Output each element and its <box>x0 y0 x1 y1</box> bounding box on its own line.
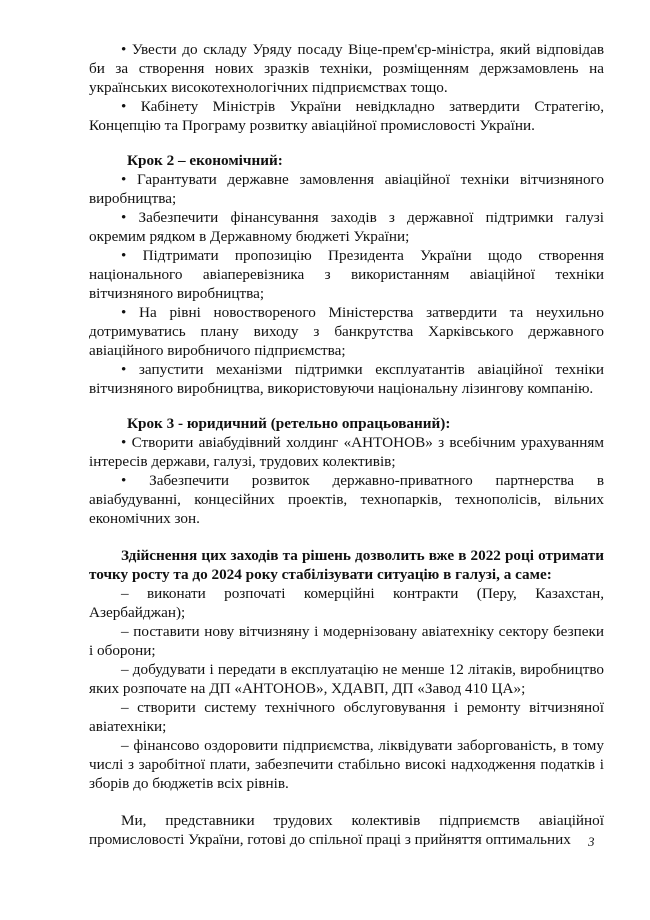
page-number: 3 <box>588 834 595 849</box>
step3-bullet-1: • Створити авіабудівний холдинг «АНТОНОВ» з всебічним урахуванням інтересів держави, галузі, трудових колективів; <box>89 434 604 470</box>
step2-bullet-2: • Забезпечити фінансування заходів з державної підтримки галузі окремим рядком в Державному бюджеті України; <box>89 209 604 245</box>
step2-bullet-1: • Гарантувати державне замовлення авіаційної техніки вітчизняного виробництва; <box>89 171 604 207</box>
intro-bullet-1: • Увести до складу Уряду посаду Віце-прем'єр-міністра, який відповідав би за створення нових зразків техніки, розміщенням держзамовлень на українських високотехнологічних підприємствах тощо. <box>89 41 604 96</box>
outcome-item-1: – виконати розпочаті комерційні контракти (Перу, Казахстан, Азербайджан); <box>89 585 604 621</box>
outcome-item-3: – добудувати і передати в експлуатацію не менше 12 літаків, виробництво яких розпочате на ДП «АНТОНОВ», ХДАВП, ДП «Завод 410 ЦА»; <box>89 661 604 697</box>
step2-heading: Крок 2 – економічний: <box>127 152 283 169</box>
outcome-item-4: – створити систему технічного обслуговування і ремонту вітчизняної авіатехніки; <box>89 699 604 735</box>
step3-heading: Крок 3 - юридичний (ретельно опрацьований): <box>127 415 451 432</box>
outcome-lead: Здійснення цих заходів та рішень дозволить вже в 2022 році отримати точку росту та до 2024 року стабілізувати ситуацію в галузі, а саме: <box>89 547 604 583</box>
step2-bullet-5: • запустити механізми підтримки експлуатантів авіаційної техніки вітчизняного виробництва, використовуючи національну лізингову компанію. <box>89 361 604 397</box>
step2-bullet-3: • Підтримати пропозицію Президента України щодо створення національного авіаперевізника з використанням авіаційної техніки вітчизняного виробництва; <box>89 247 604 302</box>
outcome-item-5: – фінансово оздоровити підприємства, ліквідувати заборгованість, в тому числі з заробітної плати, забезпечити стабільно високі надходження податків і зборів до бюджетів всіх рівнів. <box>89 737 604 792</box>
intro-bullet-2: • Кабінету Міністрів України невідкладно затвердити Стратегію, Концепцію та Програму розвитку авіаційної промисловості України. <box>89 98 604 134</box>
step3-bullet-2: • Забезпечити розвиток державно-приватного партнерства в авіабудуванні, концесійних проектів, технопарків, технополісів, вільних економічних зон. <box>89 472 604 527</box>
step2-bullet-4: • На рівні новоствореного Міністерства затвердити та неухильно дотримуватись плану виходу з банкрутства Харківського державного авіаційного виробничого підприємства; <box>89 304 604 359</box>
outcome-item-2: – поставити нову вітчизняну і модернізовану авіатехніку сектору безпеки і оборони; <box>89 623 604 659</box>
page-body <box>89 40 604 849</box>
closing-paragraph: Ми, представники трудових колективів підприємств авіаційної промисловості України, готові до спільної праці з прийняття оптимальних <box>89 812 604 848</box>
